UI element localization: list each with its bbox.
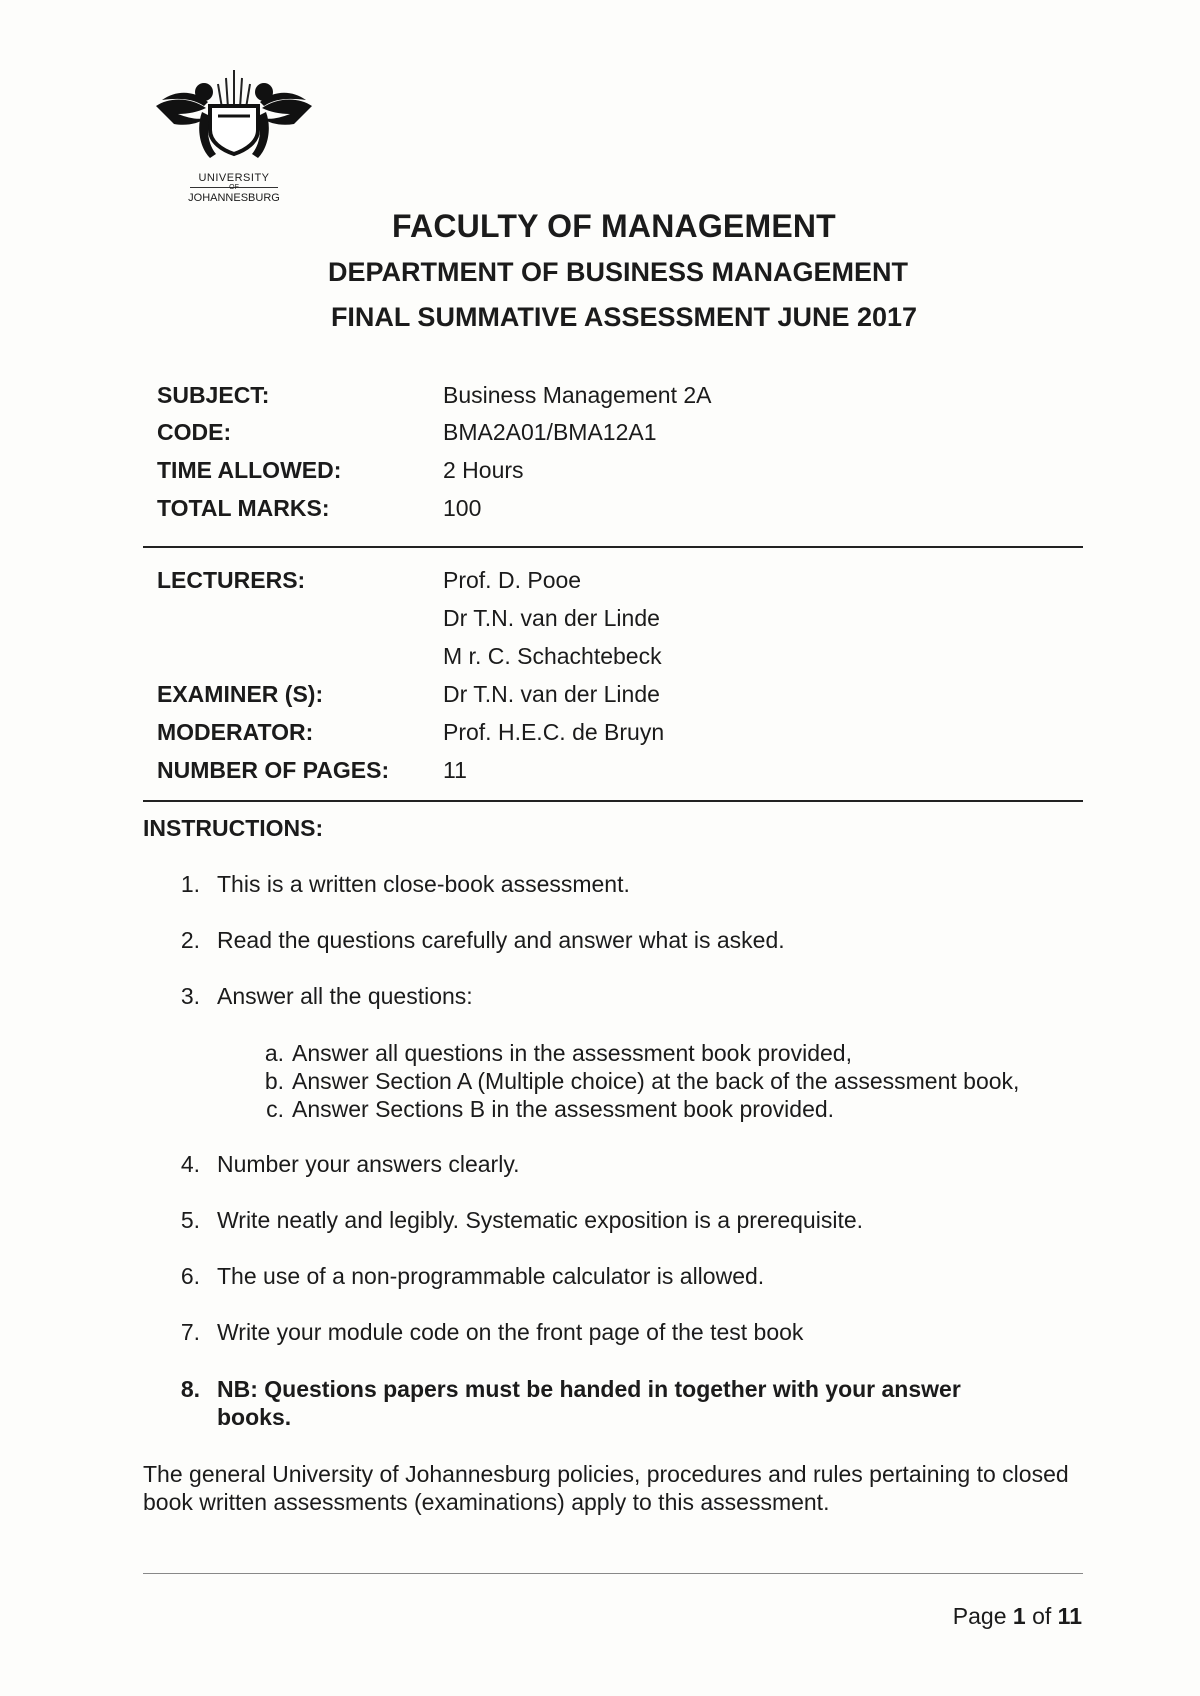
- lecturer-name: Prof. D. Pooe: [443, 567, 582, 593]
- instruction-number: 4.: [180, 1151, 200, 1177]
- examiner-value: Dr T.N. van der Linde: [443, 681, 660, 707]
- lecturer-name: M r. C. Schachtebeck: [443, 643, 662, 669]
- page-total: 11: [1057, 1603, 1082, 1629]
- examiner-label: EXAMINER (S):: [157, 681, 324, 707]
- footer-divider: [143, 1573, 1083, 1574]
- lecturer-name: Dr T.N. van der Linde: [443, 605, 660, 631]
- staff-divider: [143, 800, 1083, 802]
- logo-text-of: OF: [229, 184, 239, 191]
- instruction-number: 5.: [180, 1207, 200, 1233]
- page-current: 1: [1012, 1603, 1026, 1629]
- instruction-text: Write your module code on the front page of the test book: [217, 1319, 804, 1345]
- sub-instruction-text: Answer Section A (Multiple choice) at the back of the assessment book,: [292, 1068, 1020, 1094]
- instruction-text: The use of a non-programmable calculator is allowed.: [217, 1263, 765, 1289]
- instruction-text: Read the questions carefully and answer what is asked.: [217, 927, 785, 953]
- total-marks-value: 100: [443, 495, 482, 521]
- instruction-number: 1.: [180, 871, 200, 897]
- code-label: CODE:: [157, 419, 232, 445]
- logo-text-johannesburg: JOHANNESBURG: [188, 192, 280, 204]
- lecturers-label: LECTURERS:: [157, 567, 306, 593]
- instruction-text: Answer all the questions:: [217, 983, 473, 1009]
- subject-value: Business Management 2A: [443, 382, 712, 408]
- instructions-title: INSTRUCTIONS:: [143, 815, 324, 841]
- assessment-heading: FINAL SUMMATIVE ASSESSMENT JUNE 2017: [330, 302, 918, 332]
- details-divider: [143, 546, 1083, 548]
- page-prefix: Page: [952, 1603, 1013, 1629]
- sub-instruction-text: Answer Sections B in the assessment book provided.: [292, 1096, 835, 1122]
- sub-instruction-text: Answer all questions in the assessment book provided,: [292, 1040, 852, 1066]
- instruction-number: 2.: [180, 927, 200, 953]
- page-of: of: [1025, 1603, 1058, 1629]
- sub-instruction-letter: c.: [266, 1096, 284, 1122]
- number-of-pages-label: NUMBER OF PAGES:: [157, 757, 390, 783]
- closing-paragraph: The general University of Johannesburg policies, procedures and rules pertaining to closed book written assessments (examinations) apply to this assessment.: [143, 1461, 1069, 1515]
- instruction-number: 8.: [180, 1376, 200, 1402]
- code-value: BMA2A01/BMA12A1: [443, 419, 657, 445]
- instruction-text: Number your answers clearly.: [217, 1151, 520, 1177]
- faculty-heading: FACULTY OF MANAGEMENT: [392, 208, 836, 244]
- sub-instruction-letter: b.: [264, 1068, 284, 1094]
- time-allowed-label: TIME ALLOWED:: [157, 457, 342, 483]
- page-number: [953, 1603, 1082, 1630]
- instruction-number: 3.: [180, 983, 200, 1009]
- subject-label: SUBJECT:: [157, 382, 270, 408]
- instruction-text: Write neatly and legibly. Systematic exposition is a prerequisite.: [217, 1207, 864, 1233]
- moderator-label: MODERATOR:: [157, 719, 314, 745]
- moderator-value: Prof. H.E.C. de Bruyn: [443, 719, 665, 745]
- instruction-text-continued: books.: [217, 1404, 292, 1430]
- number-of-pages-value: 11: [443, 757, 467, 783]
- department-heading: DEPARTMENT OF BUSINESS MANAGEMENT: [327, 257, 908, 287]
- instruction-number: 6.: [180, 1263, 200, 1289]
- instruction-text: NB: Questions papers must be handed in together with your answer: [217, 1376, 961, 1402]
- sub-instruction-letter: a.: [264, 1040, 284, 1066]
- time-allowed-value: 2 Hours: [443, 457, 524, 483]
- instruction-text: This is a written close-book assessment.: [217, 871, 630, 897]
- instruction-number: 7.: [180, 1319, 200, 1345]
- total-marks-label: TOTAL MARKS:: [157, 495, 330, 521]
- logo-text-university: UNIVERSITY: [198, 172, 270, 184]
